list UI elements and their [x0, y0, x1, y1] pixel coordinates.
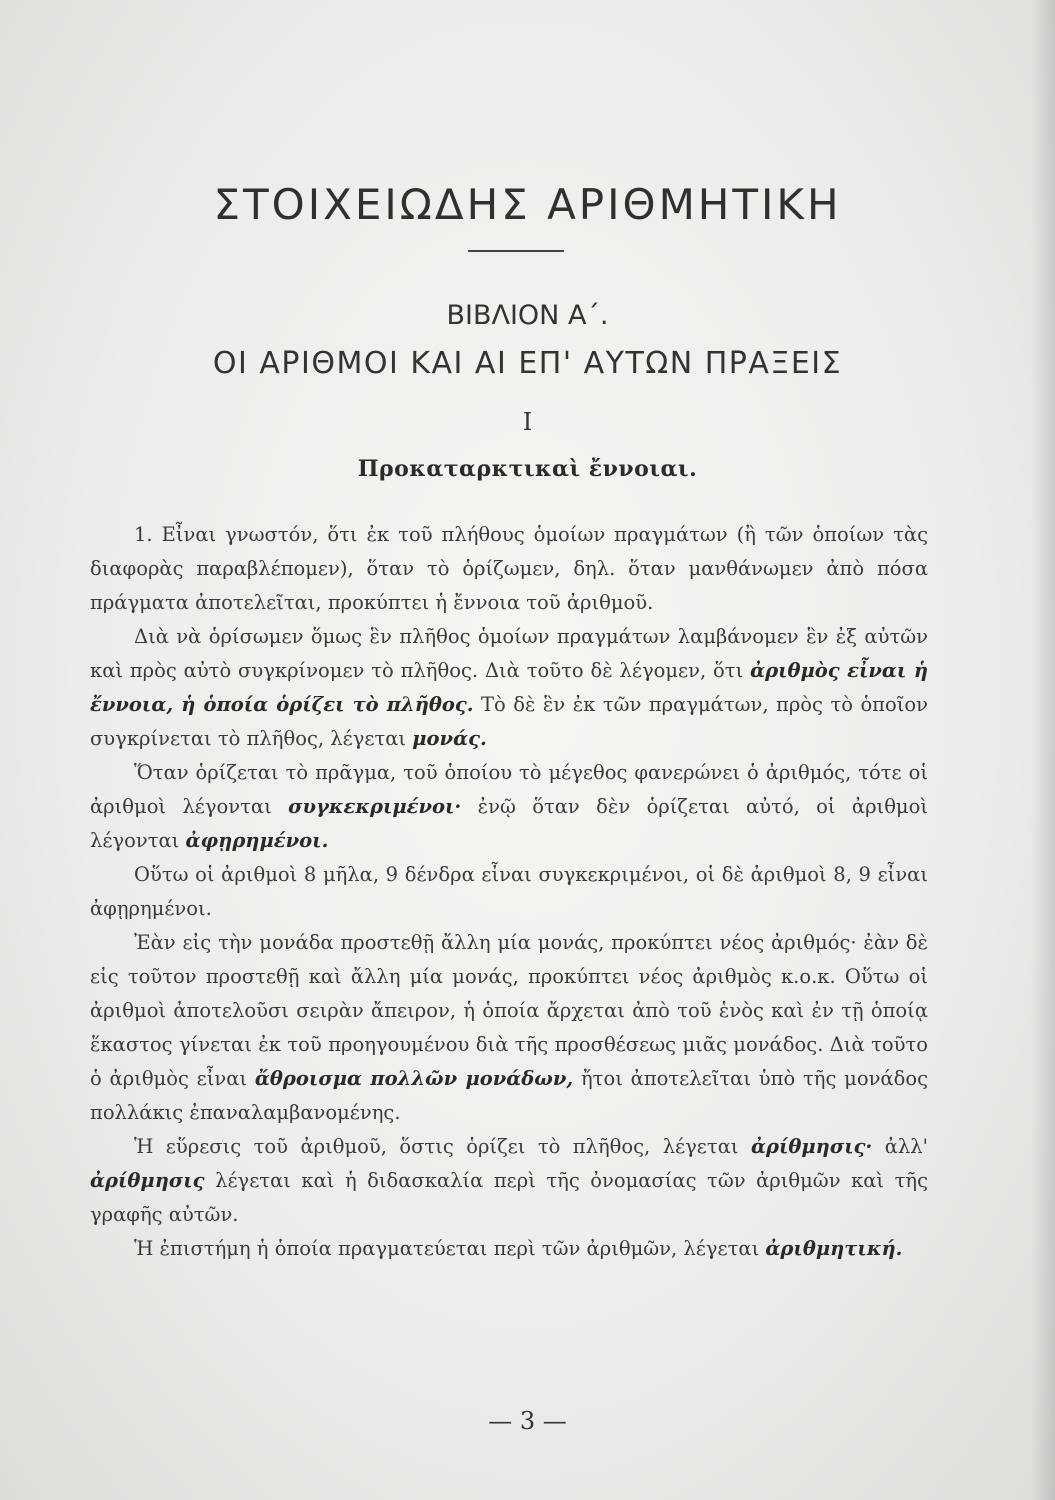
paragraph-6-text-e: λέγεται καὶ ἡ διδασκαλία περὶ τῆς ὀνομασίας τῶν ἀριθμῶν καὶ τῆς γραφῆς αὐτῶν. — [90, 1169, 928, 1226]
chapter-number: Ι — [522, 408, 533, 436]
section-title: Προκαταρκτικαὶ ἔννοιαι. — [357, 456, 698, 482]
body-text — [90, 518, 928, 1266]
page-title: ΣΤΟΙΧΕΙΩΔΗΣ ΑΡΙΘΜΗΤΙΚΗ — [213, 180, 842, 229]
page-number: — 3 — — [488, 1407, 567, 1435]
paragraph-5-text-a: Ἐὰν εἰς τὴν μονάδα προστεθῇ ἄλλη μία μονάς, προκύπτει νέος ἀριθμός· ἐὰν δὲ εἰς τοῦτον προστεθῇ καὶ ἄλλη μία μονάς, προκύπτει νέος ἀριθμὸς κ.ο.κ. Οὕτω οἱ ἀριθμοὶ ἀποτελοῦσι σειρὰν ἄπειρον, ἡ ὁποία ἄρχεται ἀπὸ τοῦ ἑνὸς καὶ ἐν τῇ ὁποίᾳ ἕκαστος γίνεται ἐκ τοῦ προηγουμένου διὰ τῆς προσθέσεως μιᾶς μονάδος. Διὰ τοῦτο ὁ ἀριθμὸς εἶναι — [90, 931, 928, 1090]
paragraph-7 — [90, 1232, 928, 1266]
paragraph-7-text-a: Ἡ ἐπιστήμη ἡ ὁποία πραγματεύεται περὶ τῶν ἀριθμῶν, λέγεται — [134, 1237, 766, 1260]
paragraph-5-text-c: ἤτοι ἀποτελεῖται ὑπὸ τῆς μονάδος πολλάκις ἐπαναλαμβανομένης. — [90, 1067, 929, 1124]
title-divider — [468, 250, 564, 252]
term-arithmetic: ἀριθμητική. — [765, 1237, 903, 1260]
paragraph-2-text-a: Διὰ νὰ ὁρίσωμεν ὅμως ἓν πλῆθος ὁμοίων πραγμάτων λαμβάνομεν ἓν ἐξ αὐτῶν καὶ πρὸς αὐτὸ συγκρίνομεν τὸ πλῆθος. Διὰ τοῦτο δὲ λέγομεν, ὅτι — [90, 625, 928, 682]
paragraph-4: Οὕτω οἱ ἀριθμοὶ 8 μῆλα, 9 δένδρα εἶναι συγκεκριμένοι, οἱ δὲ ἀριθμοὶ 8, 9 εἶναι ἀφῃρημένοι. — [90, 863, 928, 920]
term-sum-of-units: ἄθροισμα πολλῶν μονάδων, — [254, 1067, 574, 1090]
paragraph-3-text-c: ἐνῷ ὅταν δὲν ὁρίζεται αὐτό, οἱ ἀριθμοὶ λέγονται — [90, 795, 928, 852]
paragraph-6-text-c: ἀλλ' — [872, 1135, 928, 1158]
paragraph-3 — [90, 756, 928, 858]
paragraph-3-text-a: Ὅταν ὁρίζεται τὸ πρᾶγμα, τοῦ ὁποίου τὸ μέγεθος φανερώνει ὁ ἀριθμός, τότε οἱ ἀριθμοὶ λέγονται — [90, 761, 928, 818]
paragraph-6 — [90, 1130, 928, 1232]
term-counting-1: ἀρίθμησις· — [750, 1135, 873, 1158]
paragraph-1: 1. Εἶναι γνωστόν, ὅτι ἐκ τοῦ πλήθους ὁμοίων πραγμάτων (ἢ τῶν ὁποίων τὰς διαφορὰς παραβλέπομεν), ὅταν τὸ ὁρίζωμεν, δηλ. ὅταν μανθάνωμεν ἀπὸ πόσα πράγματα ἀποτελεῖται, προκύπτει ἡ ἔννοια τοῦ ἀριθμοῦ. — [90, 523, 928, 614]
definition-number: ἀριθμὸς εἶναι ἡ ἔννοια, ἡ ὁποία ὁρίζει τὸ πλῆθος. — [90, 659, 928, 716]
paragraph-2 — [90, 620, 928, 756]
term-abstract: ἀφῃρημένοι. — [185, 829, 329, 852]
term-unit: μονάς. — [412, 727, 487, 750]
paragraph-2-text-c: Τὸ δὲ ἓν ἐκ τῶν πραγμάτων, πρὸς τὸ ὁποῖον συγκρίνεται τὸ πλῆθος, λέγεται — [90, 693, 928, 750]
paragraph-6-text-a: Ἡ εὕρεσις τοῦ ἀριθμοῦ, ὅστις ὁρίζει τὸ πλῆθος, λέγεται — [134, 1135, 751, 1158]
term-concrete: συγκεκριμένοι· — [288, 795, 462, 818]
part-title: ΟΙ ΑΡΙΘΜΟΙ ΚΑΙ ΑΙ ΕΠ' ΑΥΤΩΝ ΠΡΑΞΕΙΣ — [212, 346, 843, 381]
term-counting-2: ἀρίθμησις — [90, 1169, 205, 1192]
paragraph-5 — [90, 926, 928, 1130]
book-label: ΒΙΒΛΙΟΝ Α΄. — [446, 300, 609, 331]
